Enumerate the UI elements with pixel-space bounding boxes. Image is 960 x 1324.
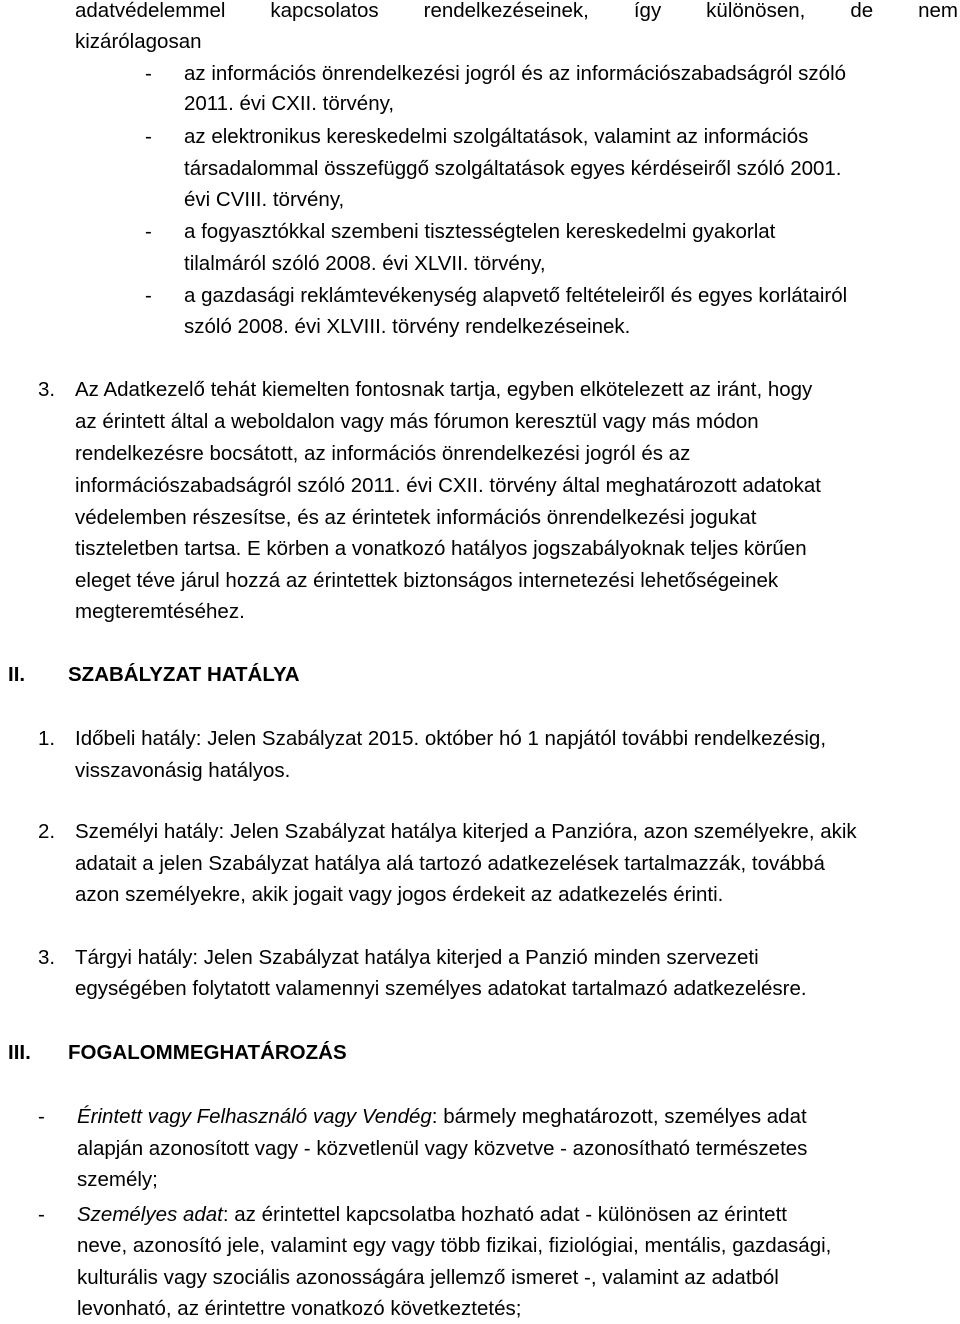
item-number: 3.	[38, 378, 56, 401]
paragraph-line: rendelkezésre bocsátott, az információs önrendelkezési jogról és az	[75, 442, 691, 465]
word: de	[850, 0, 874, 22]
definition-dash: -	[38, 1105, 45, 1128]
definition-term: Személyes adat	[77, 1203, 223, 1226]
paragraph-line: Az Adatkezelő tehát kiemelten fontosnak tartja, egyben elkötelezett az iránt, hogy	[75, 378, 813, 401]
law-line: 2011. évi CXII. törvény,	[184, 92, 395, 115]
paragraph-line: adatait a jelen Szabályzat hatálya alá tartozó adatkezelések tartalmazzák, továbbá	[75, 852, 825, 875]
paragraph-line: Időbeli hatály: Jelen Szabályzat 2015. október hó 1 napjától további rendelkezésig,	[75, 727, 827, 750]
item-number: 2.	[38, 820, 56, 843]
paragraph-line: megteremtéséhez.	[75, 600, 245, 623]
law-line: az elektronikus kereskedelmi szolgáltatások, valamint az információs	[184, 125, 809, 148]
law-line: a fogyasztókkal szembeni tisztességtelen kereskedelmi gyakorlat	[184, 220, 776, 243]
paragraph-line: tiszteletben tartsa. E körben a vonatkozó hatályos jogszabályoknak teljes körűen	[75, 537, 807, 560]
definition-term: Érintett vagy Felhasználó vagy Vendég	[77, 1105, 432, 1128]
law-line: tilalmáról szóló 2008. évi XLVII. törvény,	[184, 252, 546, 275]
section-numeral: II.	[8, 663, 26, 686]
word: kapcsolatos	[270, 0, 379, 22]
item-number: 3.	[38, 946, 56, 969]
word: rendelkezéseinek,	[423, 0, 589, 22]
word: adatvédelemmel	[75, 0, 226, 22]
definition-line: személy;	[77, 1168, 158, 1191]
law-line: társadalommal összefüggő szolgáltatások egyes kérdéseiről szóló 2001.	[184, 157, 842, 180]
law-line: szóló 2008. évi XLVIII. törvény rendelkezéseinek.	[184, 315, 631, 338]
paragraph-line: visszavonásig hatályos.	[75, 759, 291, 782]
paragraph-line: azon személyekre, akik jogait vagy jogos érdekeit az adatkezelés érinti.	[75, 883, 724, 906]
law-dash: -	[145, 125, 152, 148]
item-number: 1.	[38, 727, 56, 750]
section-numeral: III.	[8, 1041, 31, 1064]
section-title: FOGALOMMEGHATÁROZÁS	[68, 1041, 347, 1064]
paragraph-line: Tárgyi hatály: Jelen Szabályzat hatálya kiterjed a Panzió minden szervezeti	[75, 946, 759, 969]
definition-first-line	[77, 1103, 807, 1131]
paragraph-line: védelemben részesítse, és az érintetek információs önrendelkezési jogukat	[75, 506, 757, 529]
law-line: az információs önrendelkezési jogról és az információszabadságról szóló	[184, 62, 847, 85]
definition-text: : bármely meghatározott, személyes adat	[431, 1105, 807, 1128]
definition-line: alapján azonosított vagy - közvetlenül vagy közvetve - azonosítható természetes	[77, 1137, 808, 1160]
intro-line-2: kizárólagosan	[75, 30, 202, 53]
definition-line: levonható, az érintettre vonatkozó következtetés;	[77, 1297, 522, 1320]
law-line: a gazdasági reklámtevékenység alapvető feltételeiről és egyes korlátairól	[184, 284, 848, 307]
word: nem	[918, 0, 958, 22]
law-line: évi CVIII. törvény,	[184, 188, 345, 211]
law-dash: -	[145, 220, 152, 243]
definition-dash: -	[38, 1203, 45, 1226]
paragraph-line: az érintett által a weboldalon vagy más fórumon keresztül vagy más módon	[75, 410, 759, 433]
definition-text: : az érintettel kapcsolatba hozható adat - különösen az érintett	[222, 1203, 787, 1226]
intro-line-1	[75, 0, 958, 25]
law-dash: -	[145, 62, 152, 85]
paragraph-line: információszabadságról szóló 2011. évi CXII. törvény által meghatározott adatokat	[75, 474, 821, 497]
definition-line: kulturális vagy szociális azonosságára jellemző ismeret -, valamint az adatból	[77, 1266, 779, 1289]
paragraph-line: eleget téve járul hozzá az érintettek biztonságos internetezési lehetőségeinek	[75, 569, 779, 592]
section-title: SZABÁLYZAT HATÁLYA	[68, 663, 300, 686]
law-dash: -	[145, 284, 152, 307]
word: különösen,	[706, 0, 806, 22]
word: így	[633, 0, 662, 22]
paragraph-line: egységében folytatott valamennyi személyes adatokat tartalmazó adatkezelésre.	[75, 977, 807, 1000]
definition-line: neve, azonosító jele, valamint egy vagy több fizikai, fiziológiai, mentális, gazdasági,	[77, 1234, 832, 1257]
paragraph-line: Személyi hatály: Jelen Szabályzat hatálya kiterjed a Panzióra, azon személyekre, akik	[75, 820, 857, 843]
definition-first-line	[77, 1201, 787, 1229]
